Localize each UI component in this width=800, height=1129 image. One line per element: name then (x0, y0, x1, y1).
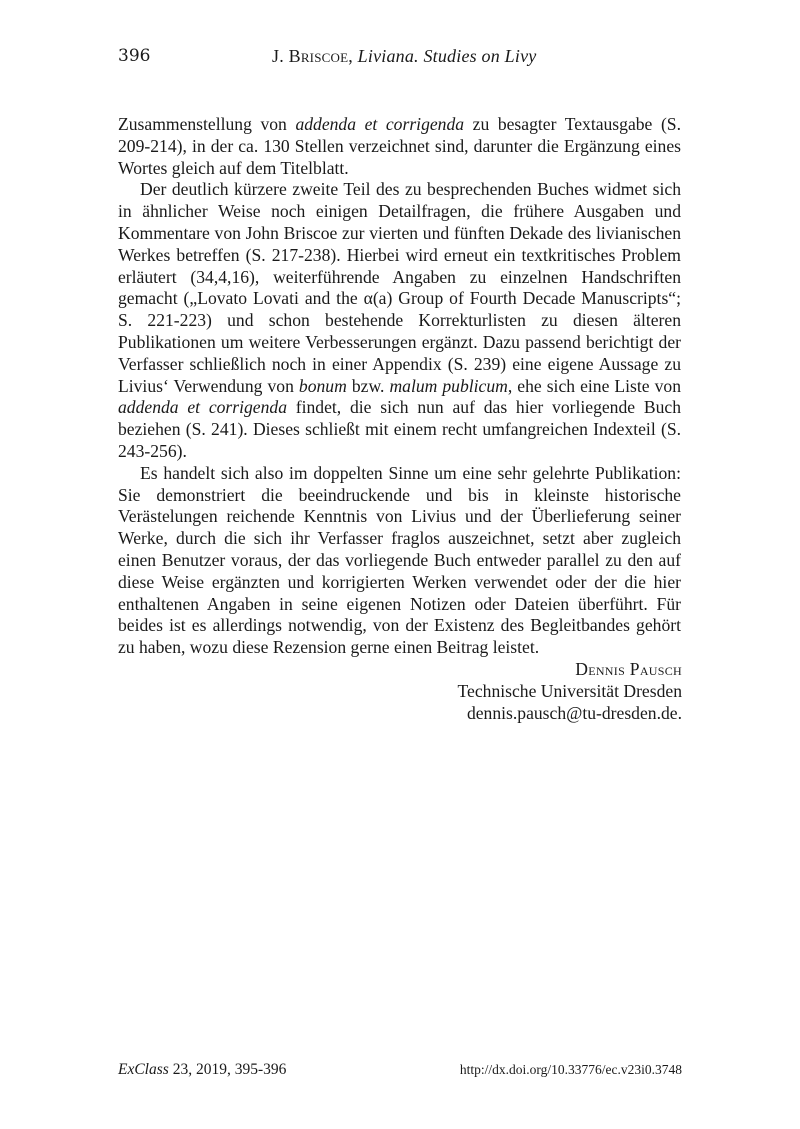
doi-link[interactable]: http://dx.doi.org/10.33776/ec.v23i0.3748 (459, 1062, 682, 1077)
author-initial: J. (272, 46, 289, 66)
journal-name: ExClass (118, 1061, 169, 1078)
author-signature (458, 658, 682, 724)
paragraph-3: Es handelt sich also im doppelten Sinne um eine sehr gelehrte Publikation: Sie demonstriert die beeindruckende und bis in kleinste historische Verästelungen reichende Kenntnis von Livius und der Überlieferung seiner Werke, durch die sich ihr Verfasser fraglos auszeichnet, setzt aber zugleich einen Benutzer voraus, der das vorliegende Buch entweder parallel zu den auf diese Weise ergänzten und korrigierten Werken verwendet oder der die hier enthaltenen Angaben in seine eigenen Notizen oder Dateien überführt. Für beides ist es allerdings notwendig, von der Existenz des Begleitbandes gehört zu haben, wozu diese Rezension gerne einen Beitrag leistet. (118, 462, 681, 658)
paragraph-2-text-c: , ehe sich eine Liste von (507, 375, 681, 396)
paragraph-1-italic-a: addenda et corrigenda (295, 114, 465, 134)
journal-citation (118, 1061, 286, 1079)
paragraph-1-text-b: zu besagter Textausgabe (S. 209-214), in der ca. 130 Stellen verzeichnet sind, darunter die Ergänzung eines Wortes gleich auf dem Titelblatt. (118, 114, 681, 178)
citation-details: 23, 2019, 395-396 (168, 1061, 287, 1078)
book-title: Liviana. Studies on Livy (357, 46, 537, 66)
running-header (118, 46, 678, 70)
paragraph-2-italic-b: malum publicum (389, 375, 508, 396)
title-separator: , (348, 46, 358, 66)
paragraph-2-text-a: Der deutlich kürzere zweite Teil des zu besprechenden Buches widmet sich in ähnlicher Weise noch einigen Detailfragen, die frühere Ausgaben und Kommentare von John Briscoe zur vierten und fünften Dekade des livianischen Werkes betreffen (S. 217-238). Hierbei wird erneut ein textkritisches Problem erläutert (34,4,16), weiterführende Angaben zu einzelnen Handschriften gemacht („Lovato Lovati and the α(a) Group of Fourth Decade Manuscripts“; S. 221-223) und schon bestehende Korrekturlisten zu diesen älteren Publikationen um weitere Verbesserungen ergänzt. Dazu passend berichtigt der Verfasser schließlich noch in einer Appendix (S. 239) eine eigene Aussage zu Livius‘ Verwendung von (118, 179, 681, 396)
paragraph-2-italic-a: bonum (298, 375, 347, 396)
review-body (118, 114, 681, 659)
paragraph-2-italic-c: addenda et corrigenda (118, 397, 287, 418)
author-surname: Briscoe (288, 46, 349, 66)
paragraph-1 (118, 114, 681, 179)
paragraph-2 (118, 179, 681, 462)
paragraph-2-text-d: findet, die sich nun auf das hier vorliegende Buch beziehen (S. 241). Dieses schließt mit einem recht umfangreichen Indexteil (S. 243-256). (118, 397, 681, 461)
page-number: 396 (118, 46, 151, 66)
reviewer-affiliation: Technische Universität Dresden (457, 681, 682, 701)
running-title (272, 46, 536, 67)
reviewer-name: Dennis Pausch (575, 659, 682, 679)
paragraph-2-text-b: bzw. (346, 375, 390, 396)
page-footer (118, 1061, 682, 1083)
reviewer-email[interactable]: dennis.pausch@tu-dresden.de. (466, 703, 682, 723)
paragraph-1-text-a: Zusammenstellung von (118, 114, 296, 134)
